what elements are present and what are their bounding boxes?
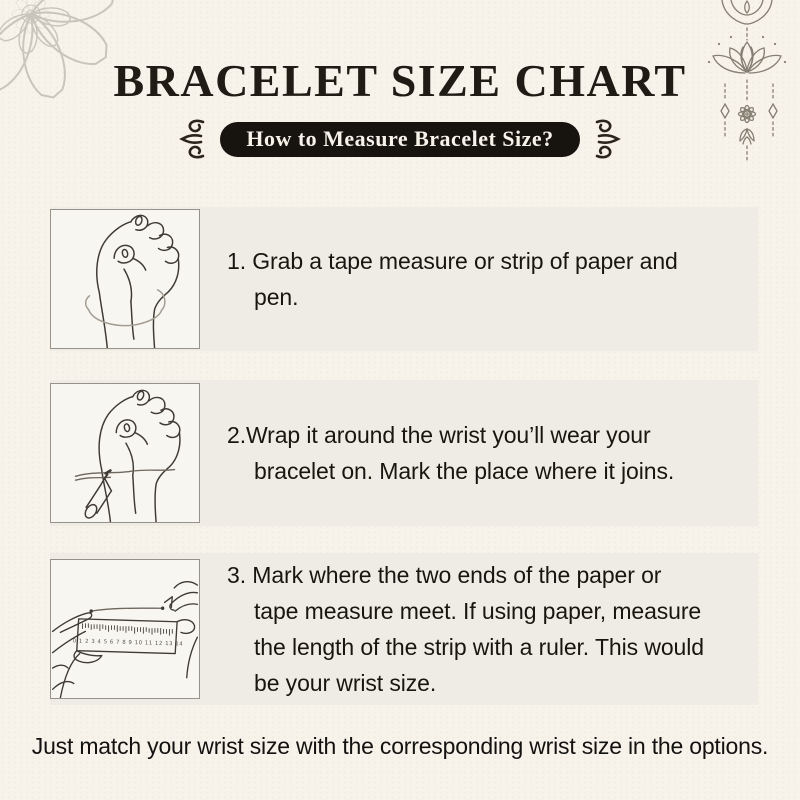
step-3-line-1: 3. Mark where the two ends of the paper or	[227, 562, 662, 588]
step-1-row	[50, 207, 758, 351]
how-to-measure-badge: How to Measure Bracelet Size?	[220, 122, 579, 157]
step-2-line-1: 2.Wrap it around the wrist you’ll wear your	[227, 422, 651, 448]
right-flourish-icon	[592, 117, 622, 161]
step-1-text	[227, 243, 684, 315]
left-flourish-icon	[178, 117, 208, 161]
subtitle-badge-row	[0, 118, 800, 160]
step-2-illustration-box	[50, 383, 200, 523]
step-2-text	[227, 417, 680, 489]
step-3-line-4: be your wrist size.	[254, 670, 437, 696]
step-1-illustration-box	[50, 209, 200, 349]
fist-tape-measure-icon	[51, 210, 199, 348]
step-3-line-3: the length of the strip with a ruler. This would	[254, 634, 704, 660]
step-2-row	[50, 380, 758, 526]
step-3-line-2: tape measure meet. If using paper, measure	[254, 598, 702, 624]
ruler-numbers-label: 0 1 2 3 4 5 6 7 8 9 10 11 12 13 14	[72, 638, 184, 648]
page-title: BRACELET SIZE CHART	[113, 55, 687, 106]
step-1-line-2: pen.	[254, 284, 299, 310]
step-3-text	[227, 557, 710, 701]
step-1-line-1: 1. Grab a tape measure or strip of paper and	[227, 248, 678, 274]
fist-pen-marking-icon	[51, 384, 199, 522]
footer-instruction: Just match your wrist size with the corresponding wrist size in the options.	[31, 733, 769, 759]
step-3-row	[50, 553, 758, 705]
step-2-line-2: bracelet on. Mark the place where it joins.	[254, 458, 675, 484]
step-3-illustration-box	[50, 559, 200, 699]
hands-ruler-strip-icon	[51, 560, 199, 698]
